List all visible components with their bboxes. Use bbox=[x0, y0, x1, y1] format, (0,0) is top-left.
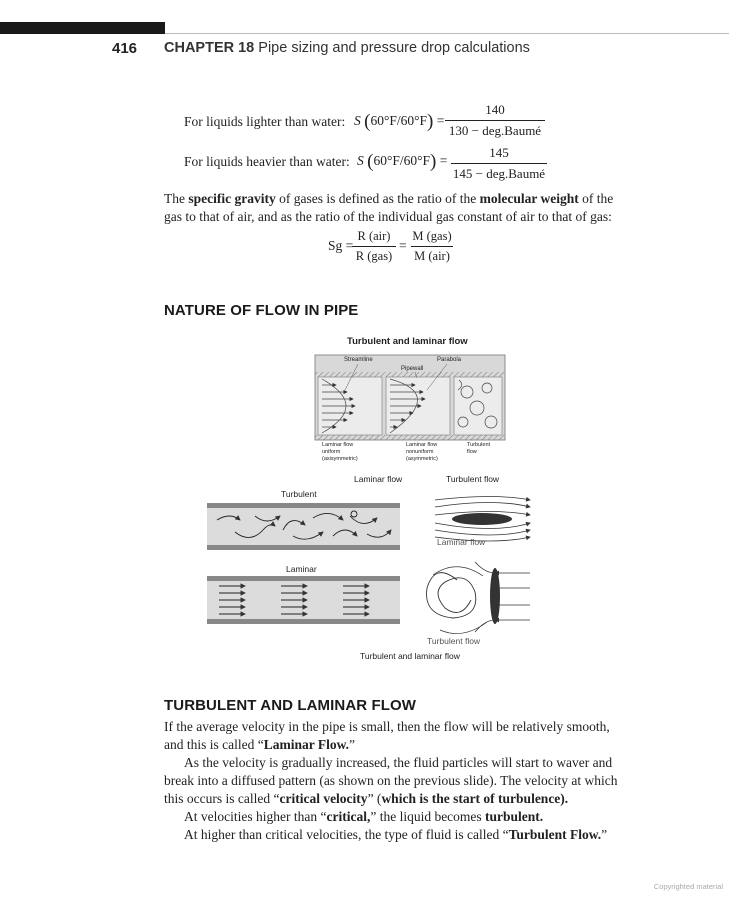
gas-text-3: of the gas to that of air, and as the ratio of the individual gas constant of air to that of gas: bbox=[164, 191, 614, 224]
formula-lighter-numerator: 140 bbox=[485, 102, 505, 117]
p4-text-2: ” bbox=[601, 827, 608, 842]
laminar-pipe bbox=[207, 576, 400, 624]
caption-nonuniform-line2: nonuniform bbox=[406, 449, 434, 455]
paragraph-turbulent-flow bbox=[164, 826, 620, 844]
caption-turbulent-line2: flow bbox=[467, 449, 477, 455]
p4-text-1: At higher than critical velocities, the type of fluid is called “ bbox=[184, 827, 509, 842]
formula-sg-eq2: = bbox=[399, 238, 407, 253]
figure-label-laminar: Laminar bbox=[286, 564, 317, 574]
figure-caption-turbulent bbox=[467, 442, 490, 456]
caption-uniform-line3: (axisymmetric) bbox=[322, 456, 358, 462]
figure-caption-nonuniform bbox=[406, 442, 438, 463]
formula-sg-fraction-2 bbox=[411, 229, 453, 264]
formula-lighter-eq: = bbox=[436, 113, 445, 128]
gas-bold-specific-gravity: specific gravity bbox=[188, 191, 276, 206]
figure-caption-uniform bbox=[322, 442, 358, 463]
figure-caption-turbulent-flow: Turbulent flow bbox=[427, 636, 481, 646]
p2-bold-start-of-turbulence: which is the start of turbulence). bbox=[381, 791, 569, 806]
figure-label-turbulent: Turbulent bbox=[281, 489, 317, 499]
formula-heavier-label: For liquids heavier than water: bbox=[184, 154, 350, 169]
formula-sg-frac2-den: M (air) bbox=[411, 246, 453, 264]
formula-sg-frac2-num: M (gas) bbox=[412, 229, 452, 243]
p3-text-2: ” the liquid becomes bbox=[370, 809, 486, 824]
section-heading-nature-of-flow: NATURE OF FLOW IN PIPE bbox=[164, 302, 359, 319]
caption-nonuniform-line1: Laminar flow bbox=[406, 442, 438, 448]
formula-heavier-arg: 60°F/60°F bbox=[373, 153, 431, 168]
formula-heavier-fraction bbox=[451, 145, 547, 182]
gas-text-2: of gases is defined as the ratio of the bbox=[275, 191, 480, 206]
laminar-flow-around-body bbox=[435, 497, 530, 542]
caption-uniform-line1: Laminar flow bbox=[322, 442, 354, 448]
gas-text-1: The bbox=[164, 191, 189, 206]
formula-sg-lhs bbox=[328, 238, 353, 254]
p3-bold-critical: critical, bbox=[326, 809, 371, 824]
page-number: 416 bbox=[112, 40, 138, 57]
copyright-notice: Copyrighted material bbox=[653, 882, 723, 891]
chapter-title: Pipe sizing and pressure drop calculations bbox=[258, 40, 530, 56]
p3-bold-turbulent: turbulent. bbox=[485, 809, 544, 824]
caption-nonuniform-line3: (asymmetric) bbox=[406, 456, 438, 462]
p3-text-1: At velocities higher than “ bbox=[184, 809, 327, 824]
figure-label-streamline: Streamline bbox=[344, 357, 373, 363]
turbulent-flow-around-plate bbox=[427, 562, 530, 634]
p1-text-2: ” bbox=[349, 737, 355, 752]
figure-heading-turbulent-flow: Turbulent flow bbox=[446, 474, 500, 484]
paragraph-laminar-definition bbox=[164, 718, 620, 754]
paragraph-above-critical bbox=[164, 808, 620, 826]
p4-bold-turbulent-flow: Turbulent Flow. bbox=[508, 827, 602, 842]
p2-text-1: As the velocity is gradually increased, the fluid particles will start to waver and break into a diffused pattern (as shown on the previous slide). The velocity at which this occurs is called “ bbox=[164, 755, 618, 806]
formula-sg-fraction-1 bbox=[352, 229, 396, 264]
formula-lighter-fraction bbox=[445, 102, 545, 139]
caption-turbulent-line1: Turbulent bbox=[467, 442, 491, 448]
formula-heavier-lhs: S (60°F/60°F) = bbox=[357, 151, 448, 172]
formula-sg-symbol: Sg bbox=[328, 238, 343, 253]
figure-top-title: Turbulent and laminar flow bbox=[347, 336, 468, 347]
p1-text-1: If the average velocity in the pipe is small, then the flow will be relatively smooth, and this is called “ bbox=[164, 719, 610, 752]
p1-bold-laminar-flow: Laminar Flow. bbox=[263, 737, 349, 752]
caption-uniform-line2: uniform bbox=[322, 449, 341, 455]
formula-lighter-lhs: S (60°F/60°F) = bbox=[354, 111, 445, 132]
formula-sg-frac1-den: R (gas) bbox=[352, 246, 396, 264]
figure-label-pipewall: Pipewall bbox=[401, 366, 424, 372]
figure-bottom-title: Turbulent and laminar flow bbox=[360, 651, 460, 661]
gas-specific-gravity-paragraph bbox=[164, 190, 620, 226]
section-heading-turbulent-laminar: TURBULENT AND LAMINAR FLOW bbox=[164, 697, 417, 714]
p2-text-2: ” ( bbox=[367, 791, 382, 806]
figure-label-parabola: Parabola bbox=[437, 357, 462, 363]
formula-sg-eq1: = bbox=[345, 238, 354, 253]
formula-lighter-denominator: 130 − deg.Baumé bbox=[445, 120, 545, 139]
formula-lighter-arg: 60°F/60°F bbox=[370, 113, 428, 128]
flow-figure bbox=[195, 330, 535, 665]
gas-bold-molecular-weight: molecular weight bbox=[479, 191, 579, 206]
figure-caption-laminar-flow: Laminar flow bbox=[437, 537, 486, 547]
formula-heavier-denominator: 145 − deg.Baumé bbox=[451, 163, 547, 182]
formula-heavier-eq: = bbox=[439, 153, 448, 168]
chapter-heading bbox=[164, 40, 530, 56]
formula-lighter-s: S bbox=[354, 113, 361, 128]
p2-bold-critical-velocity: critical velocity bbox=[279, 791, 368, 806]
turbulent-pipe bbox=[207, 503, 400, 550]
paragraph-critical-velocity bbox=[164, 754, 620, 808]
formula-sg-frac1-num: R (air) bbox=[357, 229, 391, 243]
figure-heading-laminar-flow: Laminar flow bbox=[354, 474, 403, 484]
formula-lighter-label: For liquids lighter than water: bbox=[184, 114, 346, 129]
formula-heavier-s: S bbox=[357, 153, 364, 168]
header-bar bbox=[0, 22, 165, 34]
formula-heavier-numerator: 145 bbox=[489, 145, 509, 160]
header-rule bbox=[165, 33, 729, 34]
chapter-label: CHAPTER 18 bbox=[164, 40, 255, 56]
